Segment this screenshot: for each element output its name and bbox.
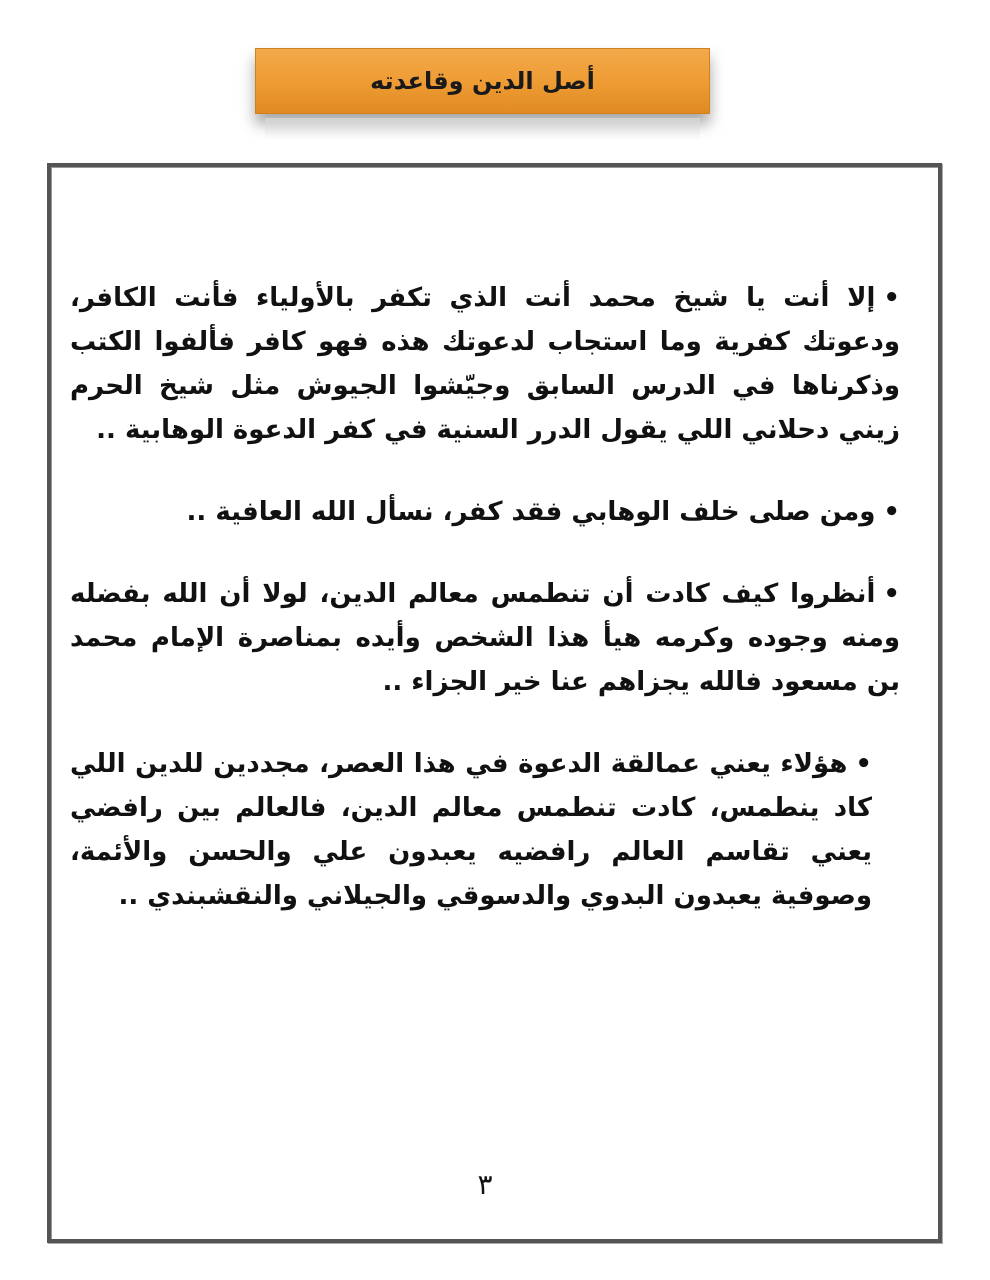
paragraph-3	[70, 572, 900, 704]
page-number: ٣	[477, 1168, 493, 1201]
page-title: أصل الدين وقاعدته	[370, 67, 595, 95]
title-banner	[255, 48, 710, 114]
paragraph-text: أنظروا كيف كادت أن تنطمس معالم الدين، لولا أن الله بفضله ومنه وجوده وكرمه هيأ هذا الشخص وأيده بمناصرة الإمام محمد بن مسعود فالله يجزاهم عنا خير الجزاء ..	[70, 579, 900, 697]
bullet-marker: •	[883, 283, 900, 313]
paragraph-text: ومن صلى خلف الوهابي فقد كفر، نسأل الله العافية ..	[186, 497, 876, 527]
title-reflection	[265, 118, 700, 140]
bullet-marker: •	[855, 749, 872, 779]
document-body	[70, 276, 900, 956]
paragraph-1	[70, 276, 900, 452]
paragraph-2	[70, 490, 900, 534]
paragraph-text: هؤلاء يعني عمالقة الدعوة في هذا العصر، مجددين للدين اللي كاد ينطمس، كادت تنطمس معالم الدين، فالعالم بين رافضي يعني تقاسم العالم رافضيه يعبدون علي والحسن والأئمة، وصوفية يعبدون البدوي والدسوقي والجيلاني والنقشبندي ..	[70, 749, 872, 911]
bullet-marker: •	[883, 579, 900, 609]
paragraph-text: إلا أنت يا شيخ محمد أنت الذي تكفر بالأولياء فأنت الكافر، ودعوتك كفرية وما استجاب لدعوتك هذه فهو كافر فألفوا الكتب وذكرناها في الدرس السابق وجيّشوا الجيوش مثل شيخ الحرم زيني دحلاني اللي يقول الدرر السنية في كفر الدعوة الوهابية ..	[70, 283, 900, 445]
bullet-marker: •	[883, 497, 900, 527]
paragraph-4	[70, 742, 900, 918]
